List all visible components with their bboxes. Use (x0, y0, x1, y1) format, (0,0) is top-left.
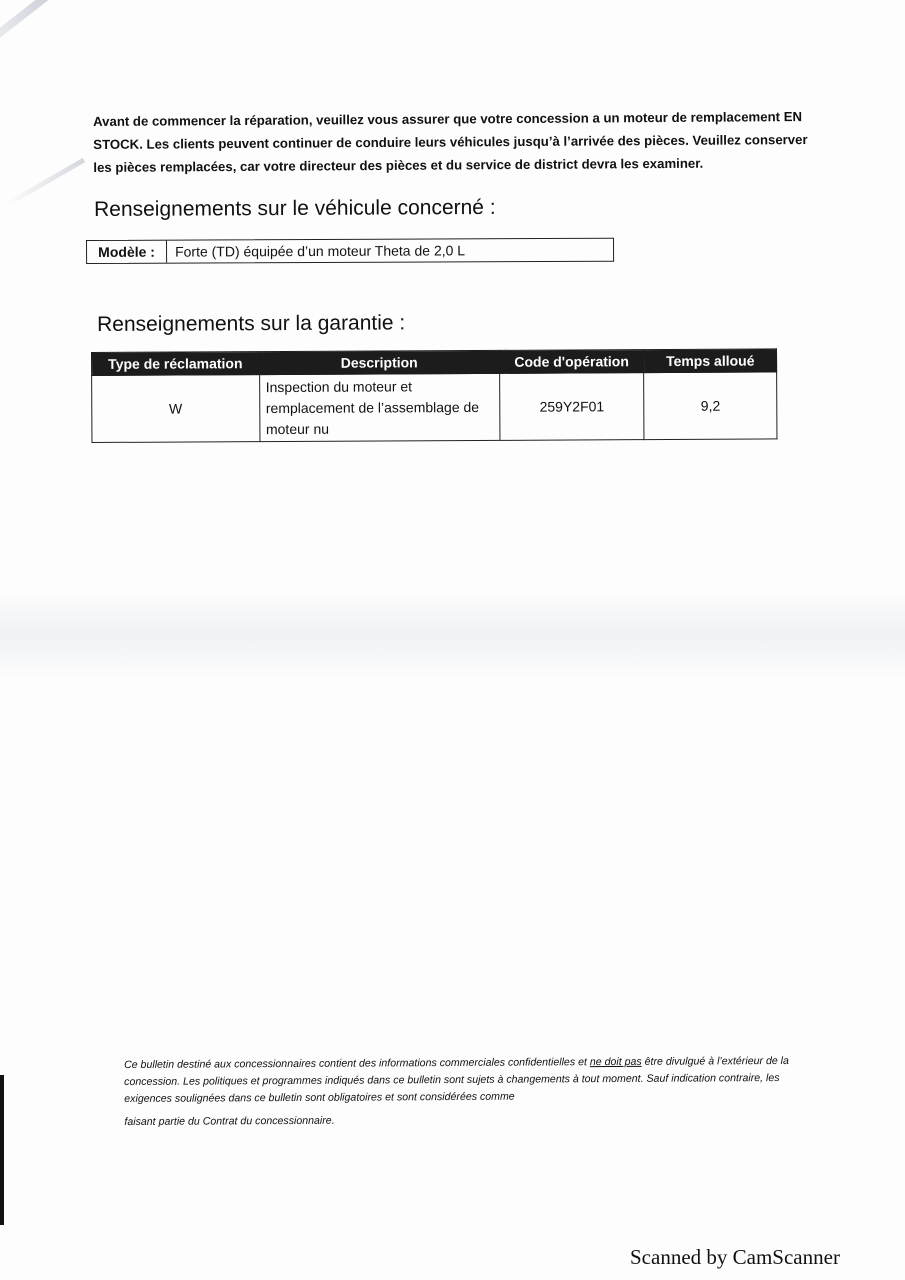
warranty-table (91, 348, 777, 443)
col-header-time: Temps alloué (644, 349, 777, 373)
footer-text-2: être divulgué à l’extérieur de la concession. Les politiques et programmes indiqués dans ce bulletin sont sujets à changements à tout moment. Sauf indication contraire, les exigences soulignées dans ce bulletin sont obligatoires et sont considérées comme (124, 1054, 789, 1105)
col-header-code: Code d'opération (499, 350, 644, 374)
camscanner-watermark: Scanned by CamScanner (630, 1245, 840, 1269)
intro-text-2: Veuillez conserver les pièces remplacées, car votre directeur des pièces et du service de district devra les examiner. (93, 132, 808, 175)
bleed-through-band (0, 590, 905, 680)
cell-type: W (92, 375, 260, 443)
vehicle-heading: Renseignements sur le véhicule concerné : (94, 195, 496, 221)
scan-streak (5, 158, 85, 207)
scan-streak (0, 0, 167, 67)
cell-code: 259Y2F01 (499, 373, 644, 441)
model-box (86, 238, 614, 264)
col-header-type: Type de réclamation (92, 352, 260, 376)
footer-underlined: ne doit pas (589, 1055, 642, 1069)
model-value: Forte (TD) équipée d’un moteur Theta de 2,0 L (175, 242, 466, 260)
cell-time: 9,2 (644, 372, 777, 440)
footer-text-1: Ce bulletin destiné aux concessionnaires contient des informations commerciales confidentielles et (124, 1056, 590, 1071)
footer-disclaimer (124, 1053, 804, 1131)
footer-text-3: faisant partie du Contrat du concessionnaire. (124, 1114, 335, 1128)
intro-paragraph (93, 105, 828, 179)
col-header-description: Description (259, 350, 499, 374)
intro-text-1: Avant de commencer la réparation, veuillez vous assurer que votre concession a un moteur de remplacement EN STOCK. Les clients peuvent continuer de conduire leurs véhicules jusqu’à l’arrivée des pièces. (93, 109, 803, 152)
warranty-heading: Renseignements sur la garantie : (97, 311, 406, 336)
cell-description: Inspection du moteur et remplacement de l’assemblage de moteur nu (259, 373, 500, 441)
table-row (92, 372, 777, 443)
model-label: Modèle : (87, 241, 167, 263)
scan-edge-bar (0, 1075, 4, 1225)
